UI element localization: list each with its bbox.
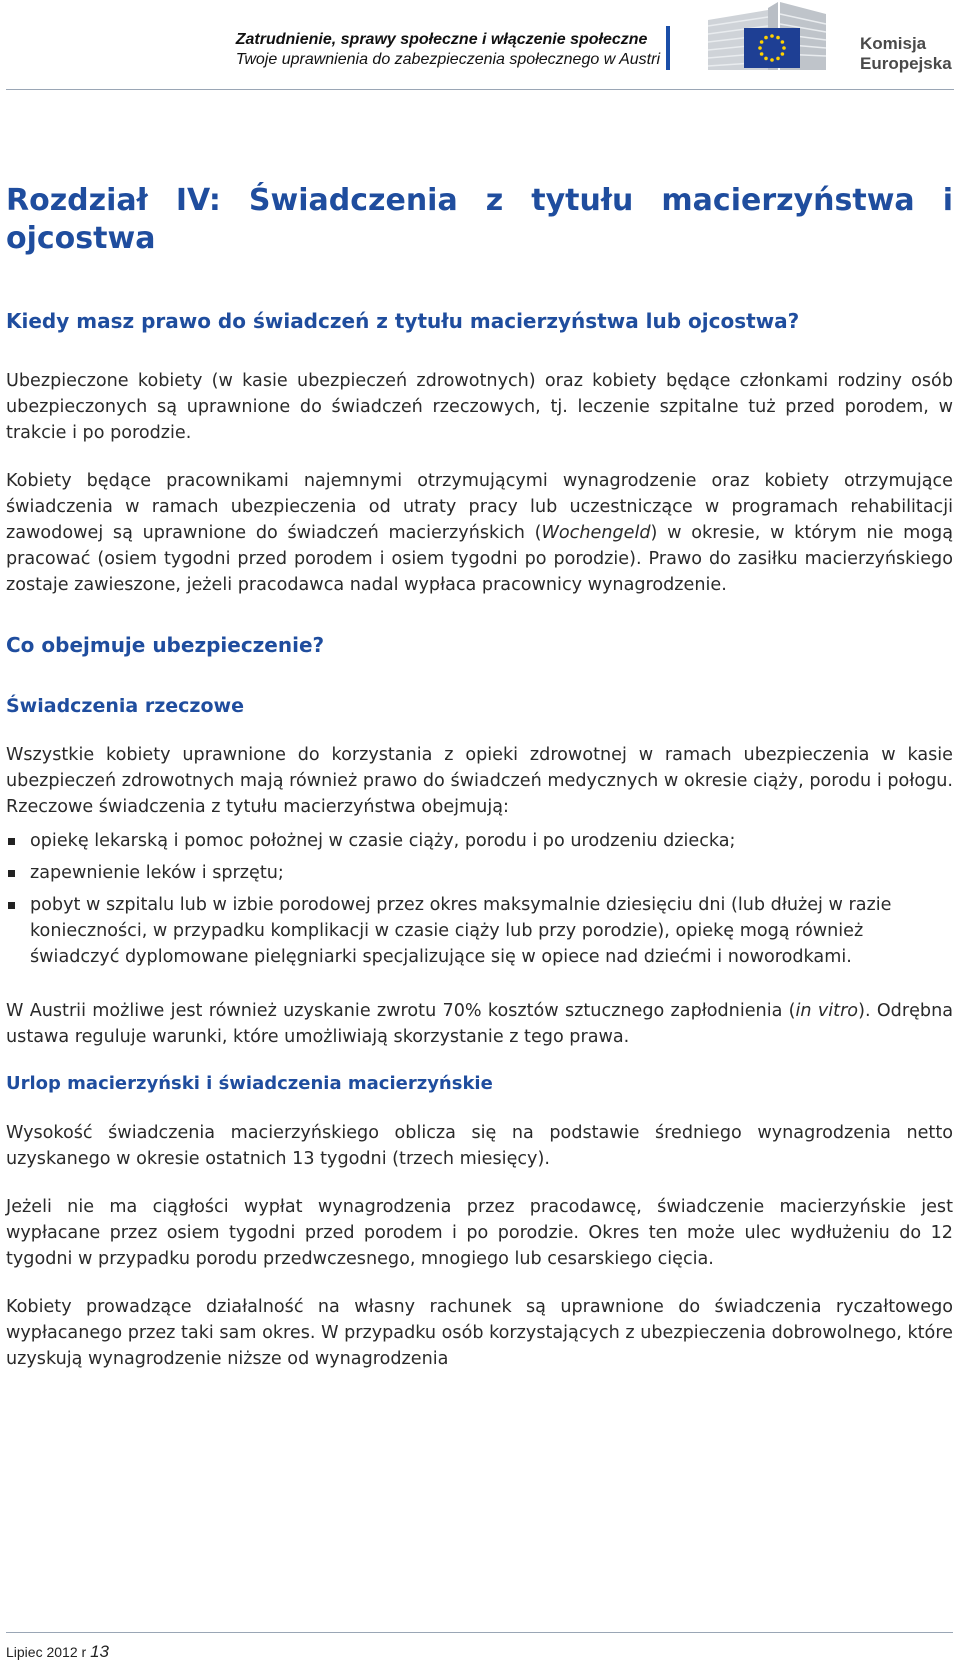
page-header — [0, 0, 960, 92]
footer-text — [6, 1642, 109, 1662]
header-separator — [666, 26, 670, 70]
document-body — [6, 182, 953, 1372]
italic-term: in vitro — [795, 1001, 859, 1021]
section-heading-maternity-leave: Urlop macierzyński i świadczenia macierzyńskie — [6, 1073, 493, 1094]
page-number: 13 — [90, 1642, 109, 1661]
logo-line1: Komisja — [860, 34, 927, 53]
european-commission-wordmark — [860, 34, 952, 74]
header-divider — [6, 89, 954, 90]
chapter-title: Rozdział IV: Świadczenia z tytułu macierzyństwa i ojcostwa — [6, 183, 953, 256]
eu-flag-icon — [744, 28, 800, 68]
section-heading-coverage: Co obejmuje ubezpieczenie? — [6, 633, 325, 657]
paragraph-coverage-1: Wszystkie kobiety uprawnione do korzystania z opieki zdrowotnej w ramach ubezpieczenia w kasie ubezpieczeń zdrowotnych mają również prawo do świadczeń medycznych w okresie ciąży, porodu i połogu. Rzeczowe świadczenia z tytułu macierzyństwa obejmują: — [6, 745, 953, 817]
header-title: Zatrudnienie, sprawy społeczne i włączenie społeczne — [235, 31, 648, 48]
list-item: pobyt w szpitalu lub w izbie porodowej przez okres maksymalnie dziesięciu dni (lub dłużej w razie konieczności, w przypadku komplikacji w czasie ciąży lub przy porodzie), opiekę mogą również świadczyć dyplomowane pielęgniarki specjalizujące się w opiece nad dziećmi i noworodkami. — [6, 892, 953, 970]
paragraph-maternity-1: Wysokość świadczenia macierzyńskiego oblicza się na podstawie średniego wynagrodzenia netto uzyskanego w okresie ostatnich 13 tygodni (trzech miesięcy). — [6, 1123, 953, 1169]
text-run: ) w okresie, w którym nie mogą pracować (osiem tygodni przed porodem i osiem tygodni po porodzie). Prawo do zasiłku macierzyńskiego zostaje zawieszone, jeżeli pracodawca nadal wypłaca pracownicy wynagrodzenie. — [6, 523, 953, 595]
text-run: ). Odrębna ustawa reguluje warunki, które umożliwiają skorzystanie z tego prawa. — [6, 1001, 954, 1047]
paragraph-maternity-2: Jeżeli nie ma ciągłości wypłat wynagrodzenia przez pracodawcę, świadczenie macierzyńskie jest wypłacane przez osiem tygodni przed porodem i po porodzie. Okres ten może ulec wydłużeniu do 12 tygodni w przypadku porodu przedwczesnego, mnogiego lub cesarskiego cięcia. — [6, 1197, 953, 1269]
text-run: W Austrii możliwe jest również uzyskanie zwrotu 70% kosztów sztucznego zapłodnienia ( — [6, 1001, 796, 1021]
paragraph-eligibility-1: Ubezpieczone kobiety (w kasie ubezpieczeń zdrowotnych) oraz kobiety będące członkami rodziny osób ubezpieczonych są uprawnione do świadczeń rzeczowych, tj. leczenie szpitalne tuż przed porodem, w trakcie i po porodzie. — [6, 371, 953, 443]
paragraph-coverage-2 — [6, 998, 953, 1050]
header-text — [236, 30, 660, 70]
header-subtitle: Twoje uprawnienia do zabezpieczenia społecznego w Austri — [235, 51, 660, 68]
list-item: zapewnienie leków i sprzętu; — [6, 860, 953, 886]
logo-line2: Europejska — [860, 54, 952, 73]
italic-term: Wochengeld — [541, 523, 651, 543]
section-heading-eligibility: Kiedy masz prawo do świadczeń z tytułu macierzyństwa lub ojcostwa? — [6, 309, 800, 333]
list-item: opiekę lekarską i pomoc położnej w czasie ciąży, porodu i po urodzeniu dziecka; — [6, 828, 953, 854]
text-run: Kobiety będące pracownikami najemnymi otrzymującymi wynagrodzenie oraz kobiety otrzymujące świadczenia w ramach ubezpieczenia od utraty pracy lub uczestniczące w programach rehabilitacji zawodowej są uprawnione do świadczeń macierzyńskich ( — [6, 471, 953, 543]
paragraph-eligibility-2 — [6, 468, 953, 598]
benefits-list — [6, 828, 953, 970]
paragraph-maternity-3: Kobiety prowadzące działalność na własny rachunek są uprawnione do świadczenia ryczałtowego wypłacanego przez taki sam okres. W przypadku osób korzystających z ubezpieczenia dobrowolnego, które uzyskują wynagrodzenie niższe od wynagrodzenia — [6, 1297, 953, 1369]
footer-divider — [6, 1632, 953, 1633]
footer-date: Lipiec 2012 r — [6, 1644, 87, 1660]
subsection-heading-benefits-in-kind: Świadczenia rzeczowe — [6, 695, 244, 717]
